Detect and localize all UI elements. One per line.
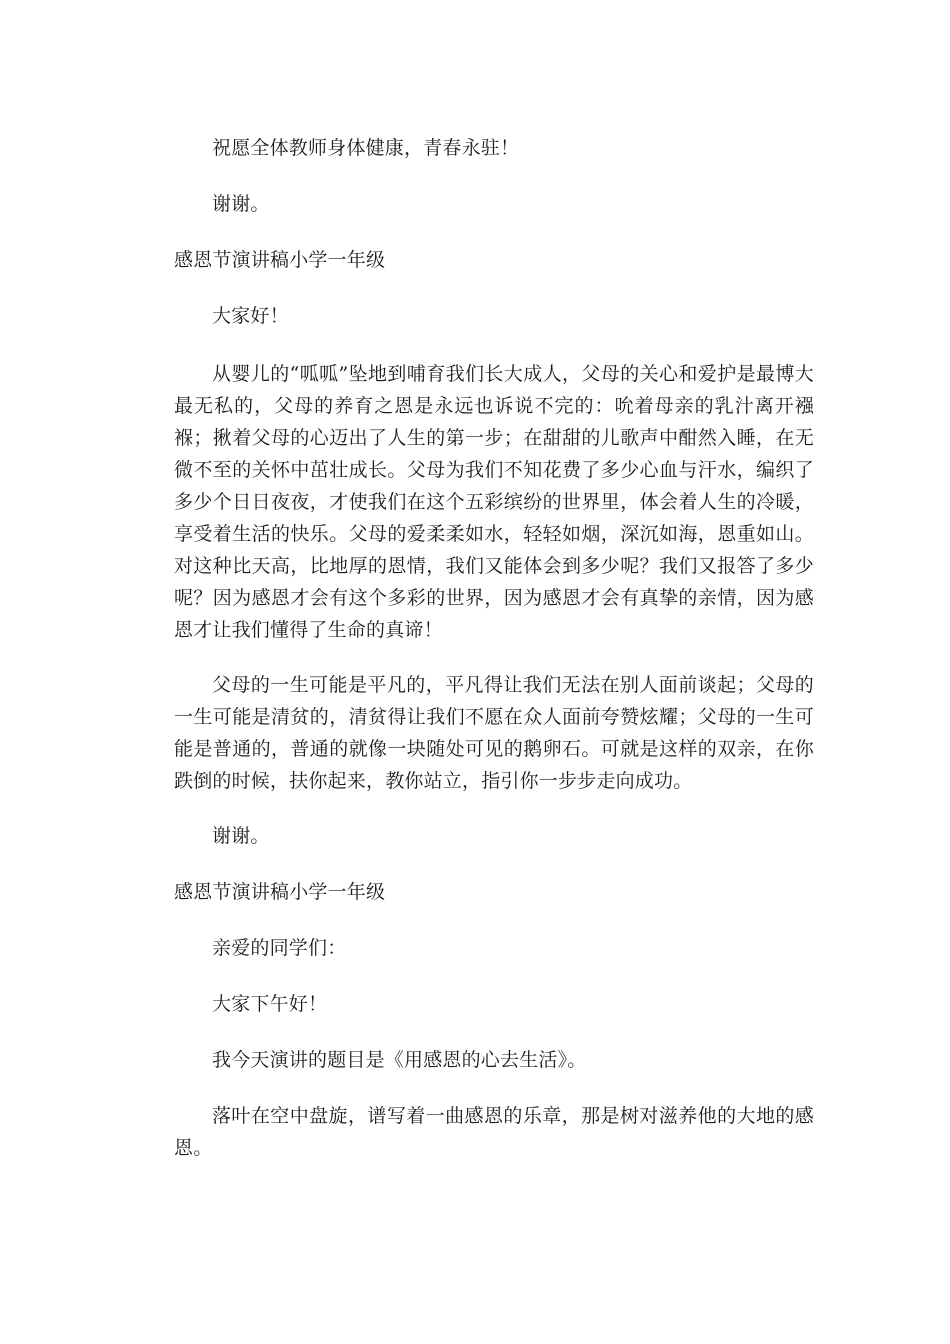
- paragraph-body: 父母的一生可能是平凡的，平凡得让我们无法在别人面前谈起；父母的一生可能是清贫的，清贫得让我们不愿在众人面前夸赞炫耀；父母的一生可能是普通的，普通的就像一块随处可见的鹅卵石。可就是这样的双亲，在你跌倒的时候，扶你起来，教你站立，指引你一步步走向成功。: [174, 674, 814, 792]
- paragraph-wish: 祝愿全体教师身体健康，青春永驻！: [212, 137, 520, 159]
- paragraph-greeting: 大家好！: [212, 305, 289, 327]
- paragraph-greeting: 大家下午好！: [212, 993, 328, 1015]
- paragraph-topic: 我今天演讲的题目是《用感恩的心去生活》。: [212, 1049, 587, 1071]
- document-body: [174, 132, 814, 1164]
- paragraph-body: 从婴儿的“呱呱”坠地到哺育我们长大成人，父母的关心和爱护是最博大最无私的，父母的养育之恩是永远也诉说不完的：吮着母亲的乳汁离开襁褓；揪着父母的心迈出了人生的第一步；在甜甜的儿歌声中酣然入睡，在无微不至的关怀中茁壮成长。父母为我们不知花费了多少心血与汗水，编织了多少个日日夜夜，才使我们在这个五彩缤纷的世界里，体会着人生的冷暖，享受着生活的快乐。父母的爱柔柔如水，轻轻如烟，深沉如海，恩重如山。对这种比天高，比地厚的恩情，我们又能体会到多少呢？我们又报答了多少呢？因为感恩才会有这个多彩的世界，因为感恩才会有真挚的亲情，因为感恩才让我们懂得了生命的真谛！: [174, 363, 814, 641]
- paragraph-thanks: 谢谢。: [212, 825, 270, 847]
- paragraph-salutation: 亲爱的同学们：: [212, 937, 347, 959]
- section-title: 感恩节演讲稿小学一年级: [174, 249, 386, 271]
- section-title: 感恩节演讲稿小学一年级: [174, 881, 386, 903]
- paragraph-thanks: 谢谢。: [212, 193, 270, 215]
- paragraph-body: 落叶在空中盘旋，谱写着一曲感恩的乐章，那是树对滋养他的大地的感恩。: [174, 1105, 814, 1159]
